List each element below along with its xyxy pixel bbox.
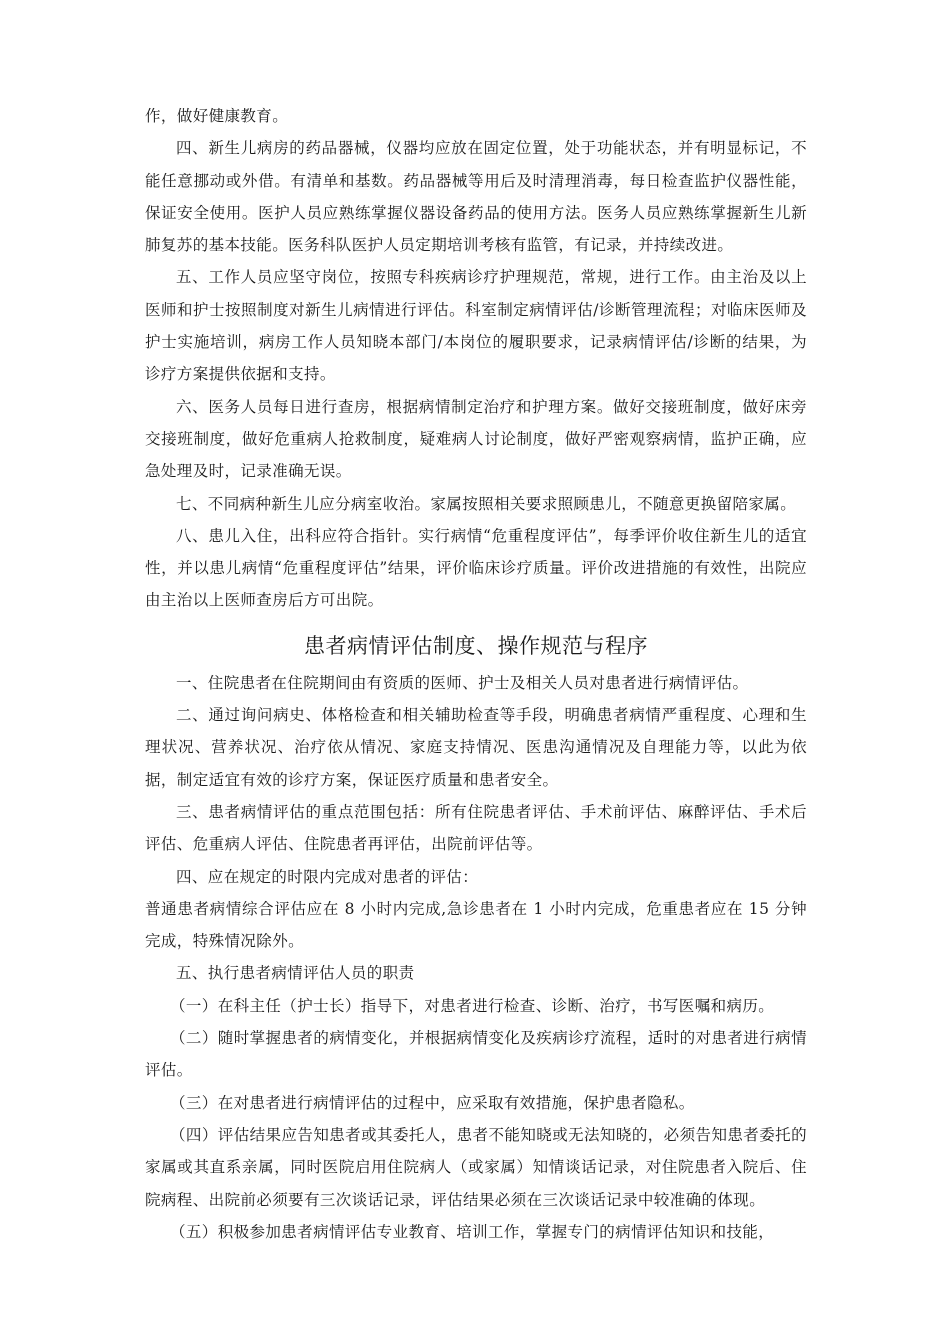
paragraph-item-4: 四、新生儿病房的药品器械，仪器均应放在固定位置，处于功能状态，并有明显标记，不能任意挪动或外借。有清单和基数。药品器械等用后及时清理消毒，每日检查监护仪器性能，保证安全使用。医护人员应熟练掌握仪器设备药品的使用方法。医务人员应熟练掌握新生儿新肺复苏的基本技能。医务科队医护人员定期培训考核有监管，有记录，并持续改进。 <box>145 139 807 255</box>
paragraph-item-2: 二、通过询问病史、体格检查和相关辅助检查等手段，明确患者病情严重程度、心理和生理状况、营养状况、治疗依从情况、家庭支持情况、医患沟通情况及自理能力等，以此为依据，制定适宜有效的诊疗方案，保证医疗质量和患者安全。 <box>145 706 807 789</box>
paragraph-item-5: 五、工作人员应坚守岗位，按照专科疾病诊疗护理规范，常规，进行工作。由主治及以上医师和护士按照制度对新生儿病情进行评估。科室制定病情评估/诊断管理流程；对临床医师及护士实施培训，病房工作人员知晓本部门/本岗位的履职要求，记录病情评估/诊断的结果，为诊疗方案提供依据和支持。 <box>145 268 807 384</box>
paragraph-continuation: 作，做好健康教育。 <box>145 107 289 125</box>
paragraph-item-6: 六、医务人员每日进行查房，根据病情制定治疗和护理方案。做好交接班制度，做好床旁交接班制度，做好危重病人抢救制度，疑难病人讨论制度，做好严密观察病情，监护正确，应急处理及时，记录准确无误。 <box>145 397 807 481</box>
paragraph-duty-4: （四）评估结果应告知患者或其委托人，患者不能知晓或无法知晓的，必须告知患者委托的家属或其直系亲属，同时医院启用住院病人（或家属）知情谈话记录，对住院患者入院后、住院病程、出院前必须要有三次谈话记录，评估结果必须在三次谈话记录中较准确的体现。 <box>145 1125 807 1209</box>
document-page <box>145 100 807 1248</box>
paragraph-item-5-heading: 五、执行患者病情评估人员的职责 <box>176 964 415 983</box>
paragraph-item-7: 七、不同病种新生儿应分病室收治。家属按照相关要求照顾患儿，不随意更换留陪家属。 <box>176 494 797 513</box>
paragraph-item-4-heading: 四、应在规定的时限内完成对患者的评估： <box>176 867 479 886</box>
paragraph-duty-3: （三）在对患者进行病情评估的过程中，应采取有效措施，保护患者隐私。 <box>170 1093 695 1112</box>
paragraph-item-3: 三、患者病情评估的重点范围包括：所有住院患者评估、手术前评估、麻醉评估、手术后评估、危重病人评估、住院患者再评估，出院前评估等。 <box>145 802 807 854</box>
section-title: 患者病情评估制度、操作规范与程序 <box>304 633 648 658</box>
paragraph-duty-2: （二）随时掌握患者的病情变化，并根据病情变化及疾病诊疗流程，适时的对患者进行病情评估。 <box>145 1029 807 1080</box>
paragraph-duty-5: （五）积极参加患者病情评估专业教育、培训工作，掌握专门的病情评估知识和技能， <box>170 1222 775 1241</box>
paragraph-duty-1: （一）在科主任（护士长）指导下，对患者进行检查、诊断、治疗，书写医嘱和病历。 <box>170 996 775 1015</box>
paragraph-item-1: 一、住院患者在住院期间由有资质的医师、护士及相关人员对患者进行病情评估。 <box>176 673 749 692</box>
paragraph-item-8: 八、患儿入住，出科应符合指针。实行病情“危重程度评估”，每季评价收住新生儿的适宜性，并以患儿病情“危重程度评估”结果，评价临床诊疗质量。评价改进措施的有效性，出院应由主治以上医师查房后方可出院。 <box>145 526 807 610</box>
paragraph-time-limits: 普通患者病情综合评估应在 8 小时内完成,急诊患者在 1 小时内完成，危重患者应在 15 分钟完成，特殊情况除外。 <box>145 899 807 951</box>
